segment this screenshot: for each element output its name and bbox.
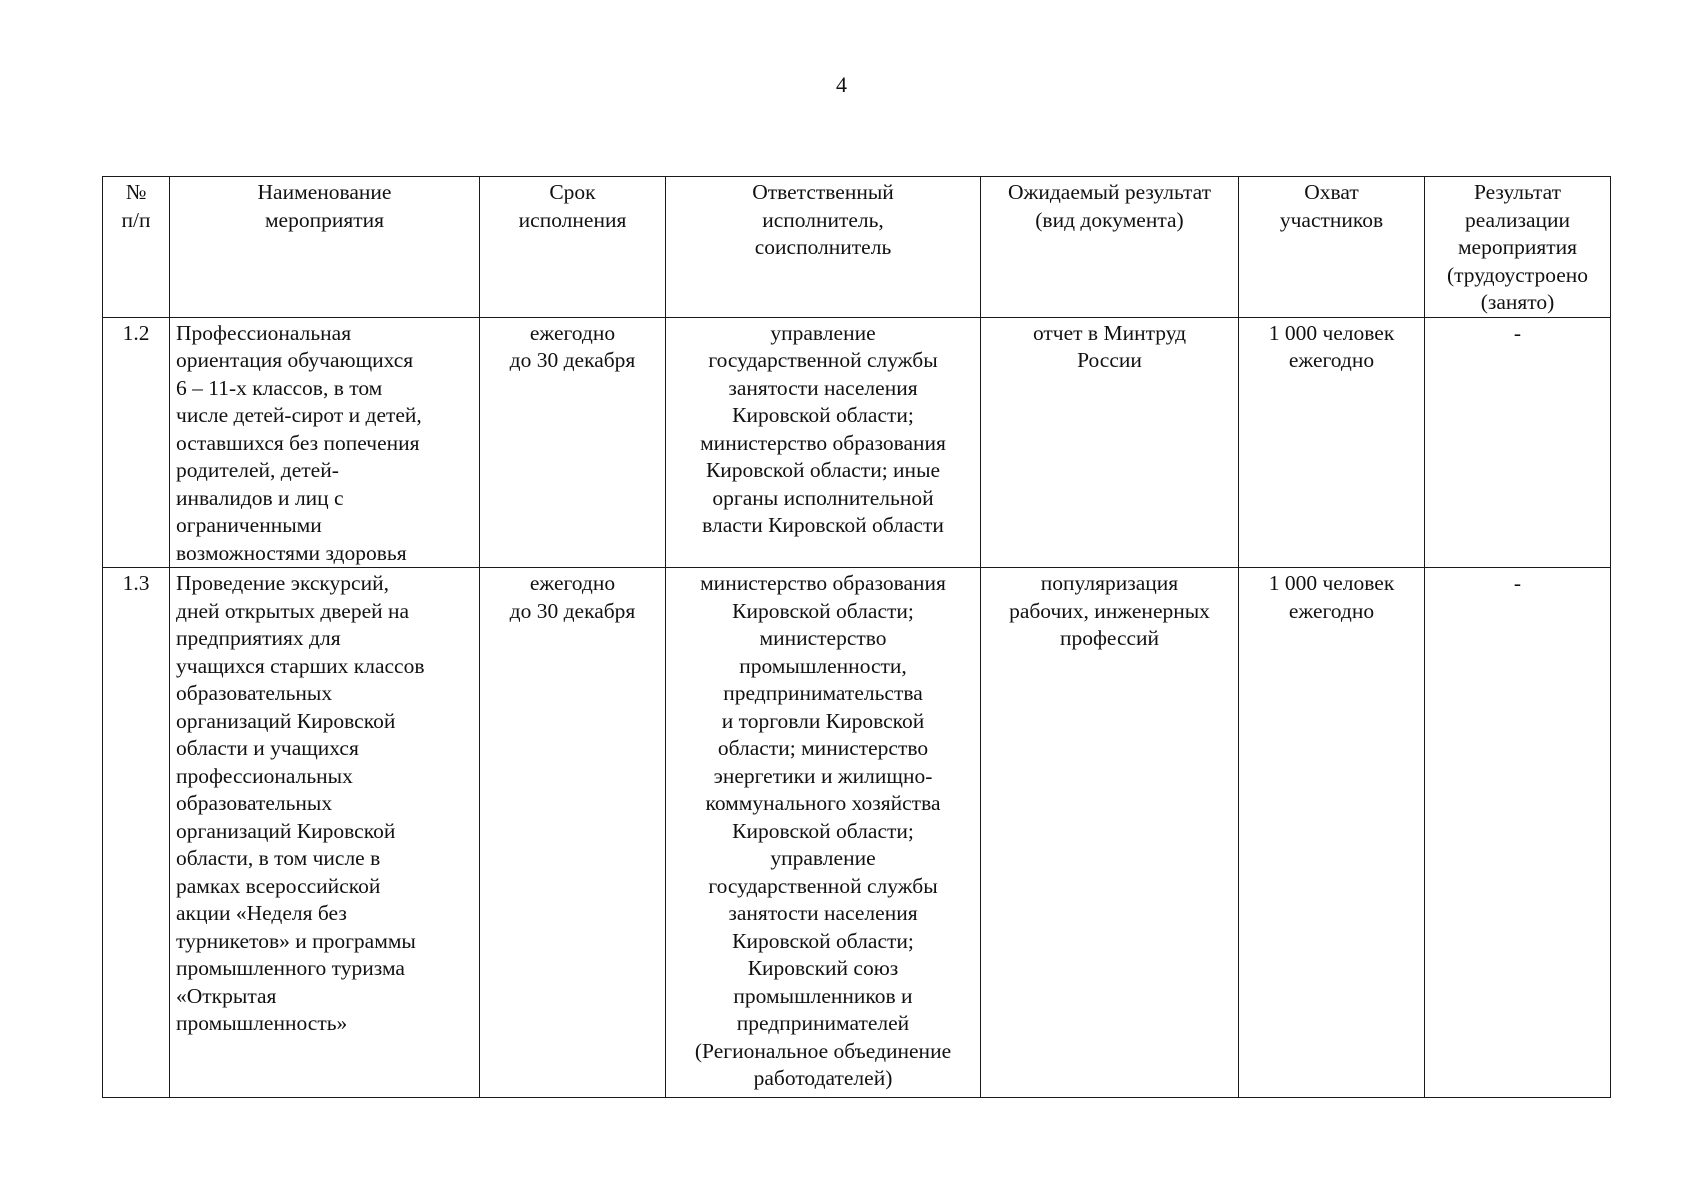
row-number-cell: 1.2	[103, 317, 170, 568]
coverage-cell: 1 000 человек ежегодно	[1239, 317, 1425, 568]
expected-result-cell: отчет в Минтруд России	[981, 317, 1239, 568]
responsible-cell: управление государственной службы занятости населения Кировской области; министерство образования Кировской области; иные органы исполнительной власти Кировской области	[666, 317, 981, 568]
header-expected-result: Ожидаемый результат (вид документа)	[981, 177, 1239, 318]
deadline-cell: ежегодно до 30 декабря	[480, 317, 666, 568]
expected-result-cell: популяризация рабочих, инженерных профессий	[981, 568, 1239, 1098]
responsible-cell: министерство образования Кировской области; министерство промышленности, предпринимательства и торговли Кировской области; министерство энергетики и жилищно- коммунального хозяйства Кировской области; управление государственной службы занятости населения Кировской области; Кировский союз промышленников и предпринимателей (Региональное объединение работодателей)	[666, 568, 981, 1098]
header-activity-name: Наименование мероприятия	[170, 177, 480, 318]
row-number-cell: 1.3	[103, 568, 170, 1098]
header-responsible: Ответственный исполнитель, соисполнитель	[666, 177, 981, 318]
header-coverage: Охват участников	[1239, 177, 1425, 318]
coverage-cell: 1 000 человек ежегодно	[1239, 568, 1425, 1098]
table-row	[103, 317, 1611, 568]
page-number: 4	[836, 72, 847, 97]
table-row	[103, 568, 1611, 1098]
table-header-row	[103, 177, 1611, 318]
header-outcome: Результат реализации мероприятия (трудоустроено (занято)	[1425, 177, 1611, 318]
outcome-cell: -	[1425, 317, 1611, 568]
header-deadline: Срок исполнения	[480, 177, 666, 318]
outcome-cell: -	[1425, 568, 1611, 1098]
activities-table	[102, 176, 1611, 1098]
activity-name-cell: Проведение экскурсий, дней открытых дверей на предприятиях для учащихся старших классов образовательных организаций Кировской области и учащихся профессиональных образовательных организаций Кировской области, в том числе в рамках всероссийской акции «Неделя без турникетов» и программы промышленного туризма «Открытая промышленность»	[170, 568, 480, 1098]
header-number: № п/п	[103, 177, 170, 318]
activity-name-cell: Профессиональная ориентация обучающихся 6 – 11-х классов, в том числе детей-сирот и детей, оставшихся без попечения родителей, детей- инвалидов и лиц с ограниченными возможностями здоровья	[170, 317, 480, 568]
deadline-cell: ежегодно до 30 декабря	[480, 568, 666, 1098]
